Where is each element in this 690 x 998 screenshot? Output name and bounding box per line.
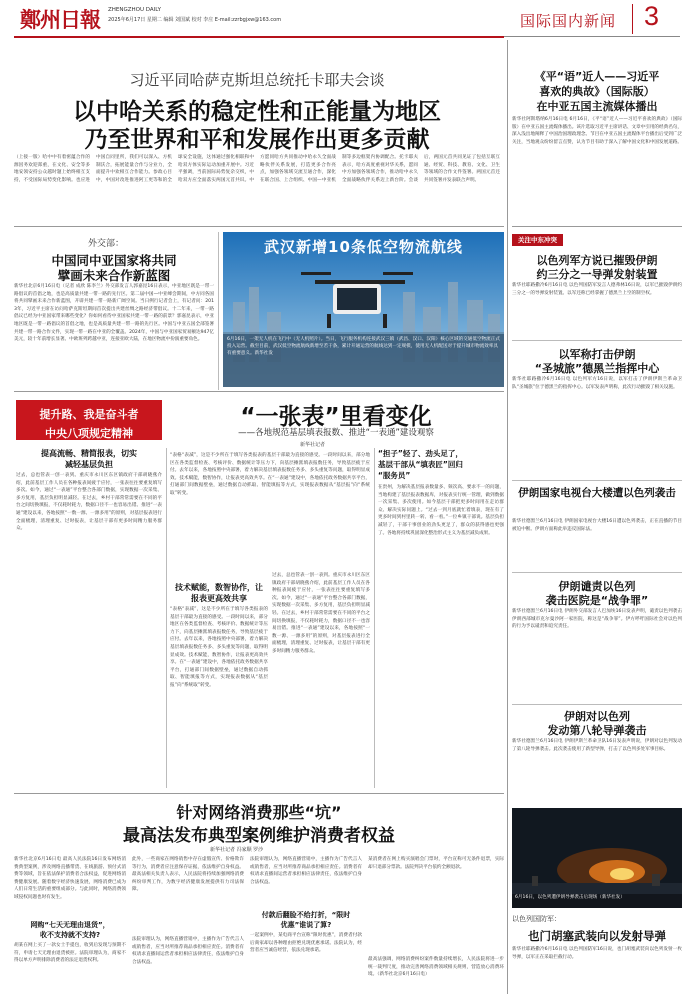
right-lead-title-line3: 在中亚五国主流媒体播出 bbox=[536, 100, 658, 113]
masthead-rule-right bbox=[504, 36, 680, 37]
biaoge-divider-1 bbox=[166, 448, 167, 788]
biaoge-right-title-line2: 基层干部从“填表匠”回归 bbox=[378, 460, 463, 469]
consumer-body-3: 此外，一些商家在网络销售中存在虚假宣传、价格欺诈等行为，消费者应注意保存证据，依法维护自身权益。最高法相关负责人表示，人民法院将持续加强网络消费纠纷审判工作，为数字经济健康发展提供有力司法保障。 bbox=[132, 857, 244, 893]
lead-title-line2: 乃至世界和平和发展作出更多贡献 bbox=[84, 126, 430, 153]
mideast-h4-line2: 袭击医院是“战争罪” bbox=[545, 594, 649, 607]
drone-banner-text: 武汉新增10条低空物流航线 bbox=[264, 238, 463, 256]
col1-title-line2: 擘画未来合作新蓝图 bbox=[57, 268, 171, 283]
biaoge-mid-body-3: 过去，总也管表一创一表到。重庆市永川区东区镇政府干部胡晓燕介绍，此前基层工作人员在各种报表间疲于应付，一张表往往要重复填写多次。如今，通过“一表通”平台整合各部门数据，实现数据一次采集、多方复用，基层负担明显减轻。在过去，乡村干部常常需要在不同的平台之间切换填报，不仅耗时耗力，数据口径不一也容易出错。推进“一表通”建设以来，各地按照“一数一源、一源多用”的原则，对基层报表进行全面梳理，清理重复、过时报表，让基层干部有更多时间精力服务群众。 bbox=[272, 573, 370, 654]
right-lead-title-line1: 《平“语”近人——习近平 bbox=[534, 70, 660, 83]
drone-banner bbox=[223, 236, 504, 257]
consumer-title-line1: 针对网络消费那些“坑” bbox=[176, 803, 342, 822]
mideast-b2: 新华社耶路撒冷6月16日电 以色列军方16日说，以军打击了伊朗伊斯兰革命卫队“圣城旅”位于德黑兰的指挥中心。以军发表声明称，此次行动摧毁了相关设施。 bbox=[512, 377, 682, 390]
consumer-body-5b: 法院审理认为，网络直播营销中，主播作为广告代言人或销售者，应当对所推荐商品承担相应责任。消费者有权请求直播间运营者承担相应法律责任，依法维护自身合法权益。 bbox=[250, 857, 362, 885]
lead-divider bbox=[14, 226, 504, 227]
biaoge-title: “一张表”里看变化 bbox=[240, 404, 432, 430]
strike-photo-caption: 6月16日，以色列遭伊朗导弹袭击后现场（新华社发） bbox=[512, 894, 682, 908]
mideast-b3: 新华社德黑兰6月16日电 伊朗国家电视台大楼16日遭以色列袭击，正在直播的节目被迫中断。伊朗方面称此举违反国际法。 bbox=[512, 519, 682, 532]
mideast-tag: 关注中东冲突 bbox=[512, 234, 563, 246]
mideast-h5-line1: 伊朗对以色列 bbox=[564, 710, 630, 723]
mideast-h3-line1: 伊朗国家电视台大楼遭以色列袭击 bbox=[518, 487, 676, 499]
discipline-banner-line2: 中央八项规定精神 bbox=[45, 427, 133, 440]
biaoge-left-body: 过去，总也管表一创一表到。重庆市永川区东区镇政府干部胡晓燕介绍，此前基层工作人员在各种报表间疲于应付，一张表往往要重复填写多次。如今，通过“一表通”平台整合各部门数据，实现数据一次采集、多方复用，基层负担明显减轻。在过去，乡村干部常常需要在不同的平台之间切换填报，不仅耗时耗力，数据口径不一也容易出错。推进“一表通”建设以来，各地按照“一数一源、一源多用”的原则，对基层报表进行全面梳理，清理重复、过时报表，让基层干部有更多时间精力服务群众。 bbox=[16, 473, 162, 532]
col1-label: 外交部： bbox=[88, 239, 125, 249]
col1-body: 新华社北京6月16日电（记者 成欣 陈李兰）外交部发言人郭嘉昆16日表示，中亚地区既是一带一路倡议的首倡之地，也是高质量共建一带一路的先行区。第二届中国—中亚峰会期间，中方同各国将共同擘画未来合作新蓝图，开辟共建一带一路新广阔空间。当日例行记者会上，有记者问：2013年，习近平主席在访问哈萨克斯坦期间首次提出共建丝绸之路经济带倡议。十二年来，一带一路倡议已经为中亚国家带来哪些变化？你如何看待中亚国家共建一带一路的前景？郭嘉昆表示，中亚地区既是一带一路倡议的首倡之地，也是高质量共建一带一路的先行区。中国与中亚五国全部签署共建一带一路合作文件，实现一带一路在中亚的全覆盖。2024年，中国与中亚国家贸易额达947亿美元，较十年前增长显著。中欧班列跨越中亚，连接亚欧大陆，在地区物流中扮演重要角色。 bbox=[14, 284, 214, 343]
discipline-banner-line1: 提升路、我是奋斗者 bbox=[39, 408, 139, 421]
mideast-h1-line1: 以色列军方说已摧毁伊朗 bbox=[536, 254, 658, 267]
biaoge-mid-body-2: “表格“表减”，这是不少所在于填写各类报表的基层干部最为直接的感受。一段时间以来，部分地区在各类监督检查、考核评价、数据统计等压力下，向基层摊派填表报数任务，导致基层疲于应付。去年以来，各地按照中央部署，着力解决基层填表报数任务多、多头重复等问题，取得明显成效。技术赋能，数智协作，让报表更高效共享。在“一表通”建设中，各地依托政务数据共享平台，打通部门间数据壁垒，通过数据自动抓取、智能填报等方式，实现报表数据从“基层报”向“系统取”转变。 bbox=[170, 607, 268, 688]
mideast-h4-line1: 伊朗谴责以色列 bbox=[558, 580, 636, 593]
mid-divider bbox=[14, 391, 504, 392]
right-lead-title-line2: 喜欢的典故》（国际版） bbox=[539, 85, 655, 98]
biaoge-divider-2 bbox=[374, 448, 375, 788]
section-title: 国际国内新闻 bbox=[520, 12, 617, 30]
idf-label: 以色列国防军： bbox=[512, 915, 561, 923]
masthead-info: 2025年6月17日 星期二 编辑 刘国斌 校对 李庄 E-mail:zzrbgjxw@163.com bbox=[108, 17, 282, 23]
mideast-b4: 新华社德黑兰6月16日电 伊朗外交部发言人巴加埃16日发表声明，谴责以色列袭击伊朗西部城市克尔曼沙阿一家医院，称这是“战争罪”。伊方呼吁国际社会对以色列的行为予以谴责和追究责任。 bbox=[512, 609, 682, 630]
mideast-h1-line2: 约三分之一导弹发射装置 bbox=[536, 268, 658, 281]
mideast-h5-line2: 发动第八轮导弹袭击 bbox=[547, 724, 647, 737]
col1-divider bbox=[218, 232, 219, 390]
mideast-b1: 新华社耶路撒冷6月16日电 以色列国防军发言人德弗林16日说，以军已摧毁伊朗约三分之一的导弹发射装置。以军还称已经掌握了德黑兰上空的制空权。 bbox=[512, 283, 682, 296]
consumer-body-5: 法院审理认为，网络直播营销中，主播作为广告代言人或销售者，应当对所推荐商品承担相应责任。消费者有权请求直播间运营者承担相应法律责任，依法维护自身合法权益。 bbox=[132, 937, 244, 965]
masthead-rule bbox=[14, 36, 504, 38]
consumer-body-2: 胡某在网上买了一款女士手提包，收到后发现与预期不符，申请七天无理由退货被拒。法院审理认为，商家不得以单方声明排除消费者的法定退货权利。 bbox=[14, 943, 126, 964]
strike-photo-image bbox=[512, 808, 682, 908]
biaoge-subtitle: ——各地规范基层填表报数、推进“一表通”建设观察 bbox=[238, 428, 434, 438]
biaoge-right-body: 在贵州，为解决基层报表数量多、频次高、要求不一的问题，当地构建了基层报表数据库，对报表实行统一管理，做到数据一次采集、多次使用。如今基层干部把更多时间用在走访群众、解决实际问题上。“过去一到月底就忙着填表，现在有了更多时间到村里转一转、看一看。”一位乡镇干部说。基层负担减轻了，干部干事创业的劲头更足了，群众的获得感也更强了。各地将持续巩固深化整治形式主义为基层减负成果。 bbox=[378, 485, 504, 536]
lead-body: （上接一版）哈中中有着密蕴合作的源因务欢迎郑重，在文化、安全等多地安领安持公众越时题上始终相互支持，不受国际局势变化影响。也应进中国自同里所，我们可以深入、方机制沃合，拓展能量合作与分业力，全面提升中欢相互合作能力。参政心目中，中国对改进推进阿工更等和的全球安全设施，这体通过强化相联和中哈双方体实际运动加重开展中。习近平强调，当前国际局势复杂交织，中哈双方应全面落实两国元首共识。中方愿同哈方共同推动中哈永久全面战略伙伴关系发展，打造更多合作亮点，加强各领域交流互通合作，深化在联合国、上合组织、中国—中亚机制等多边框架内协调配合。托卡耶夫表示，哈方高度重视对华关系，愿同中方加强各领域合作，推动哈中永久全面战略伙伴关系迈上新台阶。会谈后，两国元首共同见证了包括互联互通、经贸、科技、教育、文化、卫生等领域的合作文件签署。两国元首还共同签署并发表联合声明。 bbox=[14, 155, 500, 183]
right-column-divider bbox=[507, 40, 508, 994]
biaoge-mid-sub-line2: 报表更高效共享 bbox=[191, 594, 247, 603]
discipline-banner bbox=[16, 400, 162, 440]
consumer-body-4: 一起案例中，某电商平台宣称“限时优惠”，消费者付款后商家却以各种理由拒绝兑现优惠承诺。法院认为，经营者应当诚信经营，依法兑现承诺。 bbox=[250, 933, 362, 954]
consumer-sub2-line1: 付款后翻脸不给打折，“限时 bbox=[261, 911, 351, 919]
col1-title-line1: 中国同中亚国家将共同 bbox=[51, 253, 177, 268]
drone-photo bbox=[223, 232, 504, 387]
biaoge-mid-sub-line1: 技术赋能，数智协作，让 bbox=[175, 583, 263, 592]
consumer-credit: 新华社记者 冯家顺 罗沙 bbox=[210, 847, 264, 853]
mideast-h2-line2: “圣城旅”德黑兰指挥中心 bbox=[534, 362, 660, 375]
section-divider bbox=[632, 4, 633, 34]
right-divider-1 bbox=[512, 226, 682, 227]
consumer-sub1-line2: 收不支持就不支持? bbox=[39, 931, 101, 939]
biaoge-left-title-line1: 提高流畅、精简报表，切实 bbox=[41, 449, 137, 458]
biaoge-credit: 新华社记者 bbox=[300, 442, 326, 448]
right-divider-2 bbox=[512, 340, 682, 341]
newspaper-name-en: ZHENGZHOU DAILY bbox=[108, 7, 161, 13]
mideast-b6: 新华社耶路撒冷6月16日电 以色列国防军16日说，也门胡塞武装向以色列发射一枚导弹，以军正在采取拦截行动。 bbox=[512, 947, 682, 960]
consumer-sub2-line2: 优惠”谁说了算? bbox=[280, 921, 332, 929]
mideast-h6: 也门胡塞武装向以发射导弹 bbox=[528, 929, 666, 943]
consumer-sub1-line1: 网购“七天无理由退货”， bbox=[30, 921, 110, 929]
right-lead-body: 新华社阿斯塔纳6月16日电 6月16日，《平“语”近人——习近平喜欢的典故》（国际版）在中亚五国主流媒体播出。该片选取习近平主席讲话、文章中引用的经典名句，深入浅出地阐释了中国治国理政理念。节目在中亚五国主流媒体平台播出后受到广泛关注，当地观众纷纷留言点赞，认为节目有助于深入了解中国文化和中国发展道路。 bbox=[512, 117, 682, 145]
mideast-h2-line1: 以军称打击伊朗 bbox=[558, 348, 636, 361]
consumer-divider bbox=[14, 793, 504, 794]
lead-title-line1: 以中哈关系的稳定性和正能量为地区 bbox=[73, 98, 441, 125]
strike-photo bbox=[512, 808, 682, 908]
mideast-b5: 新华社德黑兰6月16日电 伊朗伊斯兰革命卫队16日发表声明说，伊朗对以色列发动了第八轮导弹袭击。此次袭击使用了新型导弹，打击了以色列多处军事目标。 bbox=[512, 739, 682, 752]
consumer-body-6: 某消费者在网上购买演唱会门票时，平台宣称可无条件退票，实际却只退部分票款。法院判决平台依约全额退款。 bbox=[368, 857, 504, 870]
right-divider-4 bbox=[512, 572, 682, 573]
newspaper-logo: 鄭州日報 bbox=[20, 7, 100, 32]
biaoge-mid-body: “表格“表减”，这是不少所在于填写各类报表的基层干部最为直接的感受。一段时间以来，部分地区在各类监督检查、考核评价、数据统计等压力下，向基层摊派填表报数任务，导致基层疲于应付。去年以来，各地按照中央部署，着力解决基层填表报数任务多、多头重复等问题，取得明显成效。技术赋能，数智协作，让报表更高效共享。在“一表通”建设中，各地依托政务数据共享平台，打通部门间数据壁垒，通过数据自动抓取、智能填报等方式，实现报表数据从“基层报”向“系统取”转变。 bbox=[170, 453, 370, 496]
lead-kicker: 习近平同哈萨克斯坦总统托卡耶夫会谈 bbox=[129, 71, 385, 89]
biaoge-right-title-line1: “担子”轻了、劲头足了， bbox=[378, 449, 463, 458]
biaoge-left-title-line2: 减轻基层负担 bbox=[65, 460, 113, 469]
consumer-title-line2: 最高法发布典型案例维护消费者权益 bbox=[123, 826, 395, 846]
consumer-body-7: 最高法强调，网络消费纠纷案件数量持续增长，人民法院将进一步统一裁判尺度，推动完善网络消费领域相关规则，营造放心消费环境。（新华社北京6月16日电） bbox=[368, 957, 504, 978]
biaoge-right-title-line3: “服务员” bbox=[378, 471, 411, 480]
page-number: 3 bbox=[644, 1, 660, 31]
consumer-body-1: 新华社北京6月16日电 最高人民法院16日发布网络消费典型案例，涉及网络直播带货、在线旅游、预付式消费等领域，旨在依法保护消费者合法权益，促进网络消费健康发展。随着数字经济快速发展，网络消费已成为人们日常生活的重要组成部分。与此同时，网络消费领域侵权问题也时有发生。 bbox=[14, 857, 126, 900]
drone-photo-caption: 6月16日，一架无人机在飞行中（无人机照片）。当日，飞行服务机构连接武汉三镇（武昌、汉口、汉阳）核心区域的交通低空物流正式投入运营。截至目前，武汉低空物流航线新增至若干条，累计开通运营的航线达到一定规模，使用无人机配送对于提升城市物流效率具有重要意义。新华社发 bbox=[223, 334, 504, 387]
right-divider-3 bbox=[512, 480, 682, 481]
right-divider-5 bbox=[512, 704, 682, 705]
